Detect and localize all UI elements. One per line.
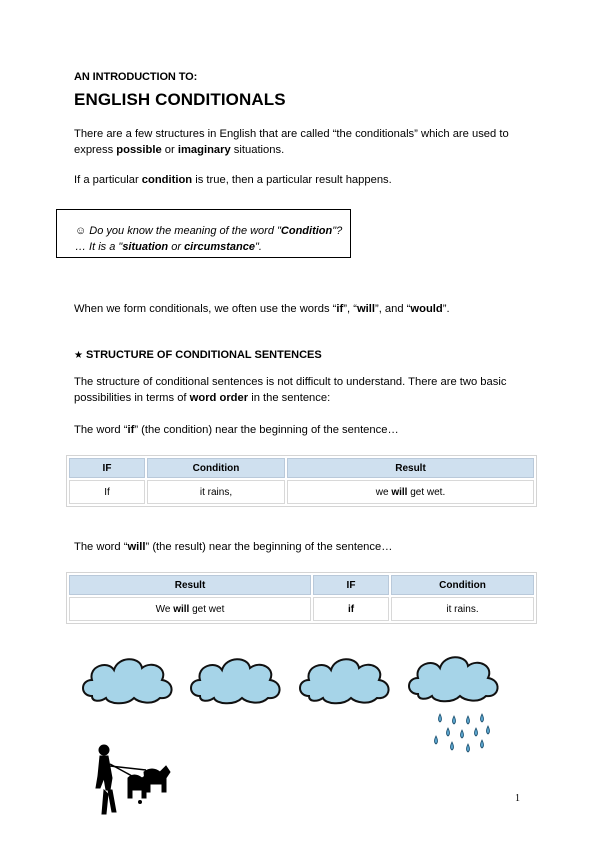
structure-paragraph: The structure of conditional sentences is not difficult to understand. There are two basic possibilities in terms of word order in the sentence: bbox=[74, 376, 507, 404]
table-header-row bbox=[69, 575, 534, 595]
column-header: Condition bbox=[147, 458, 285, 478]
table-cell: if bbox=[313, 597, 389, 621]
intro-paragraph: There are a few structures in English that are called “the conditionals” which are used to express possible or imaginary situations. bbox=[74, 128, 509, 156]
example2-lead: The word “will” (the result) near the beginning of the sentence… bbox=[74, 541, 393, 553]
callout-answer: … It is a "situation or circumstance". bbox=[75, 241, 262, 253]
example2-table bbox=[66, 572, 537, 624]
column-header: Result bbox=[69, 575, 311, 595]
column-header: Result bbox=[287, 458, 534, 478]
cloud-icon bbox=[186, 648, 286, 708]
example1-lead: The word “if” (the condition) near the beginning of the sentence… bbox=[74, 424, 399, 436]
example1-table bbox=[66, 455, 537, 507]
star-icon: ★ bbox=[74, 350, 83, 361]
column-header: Condition bbox=[391, 575, 534, 595]
cloud-icon bbox=[78, 648, 178, 708]
table-header-row bbox=[69, 458, 534, 478]
table-row bbox=[69, 597, 534, 621]
table-cell: We will get wet bbox=[69, 597, 311, 621]
section-heading: ★ STRUCTURE OF CONDITIONAL SENTENCES bbox=[74, 349, 322, 361]
condition-paragraph: If a particular condition is true, then a particular result happens. bbox=[74, 174, 392, 186]
page-title: ENGLISH CONDITIONALS bbox=[74, 90, 286, 109]
key-words-sentence: When we form conditionals, we often use the words “if”, “will”, and “would”. bbox=[74, 303, 450, 315]
table-cell: it rains, bbox=[147, 480, 285, 504]
page-number: 1 bbox=[515, 793, 520, 804]
smiley-icon: ☺ bbox=[75, 225, 87, 237]
cloud-icon bbox=[295, 648, 395, 708]
person-walking-dogs-icon bbox=[88, 742, 180, 820]
rain-cloud-icon bbox=[404, 646, 504, 758]
kicker: AN INTRODUCTION TO: bbox=[74, 71, 198, 83]
table-row bbox=[69, 480, 534, 504]
column-header: IF bbox=[69, 458, 145, 478]
table-cell: we will get wet. bbox=[287, 480, 534, 504]
definition-callout bbox=[56, 209, 351, 258]
table-cell: it rains. bbox=[391, 597, 534, 621]
column-header: IF bbox=[313, 575, 389, 595]
callout-question: ☺ Do you know the meaning of the word "Condition"? bbox=[75, 225, 343, 237]
table-cell: If bbox=[69, 480, 145, 504]
